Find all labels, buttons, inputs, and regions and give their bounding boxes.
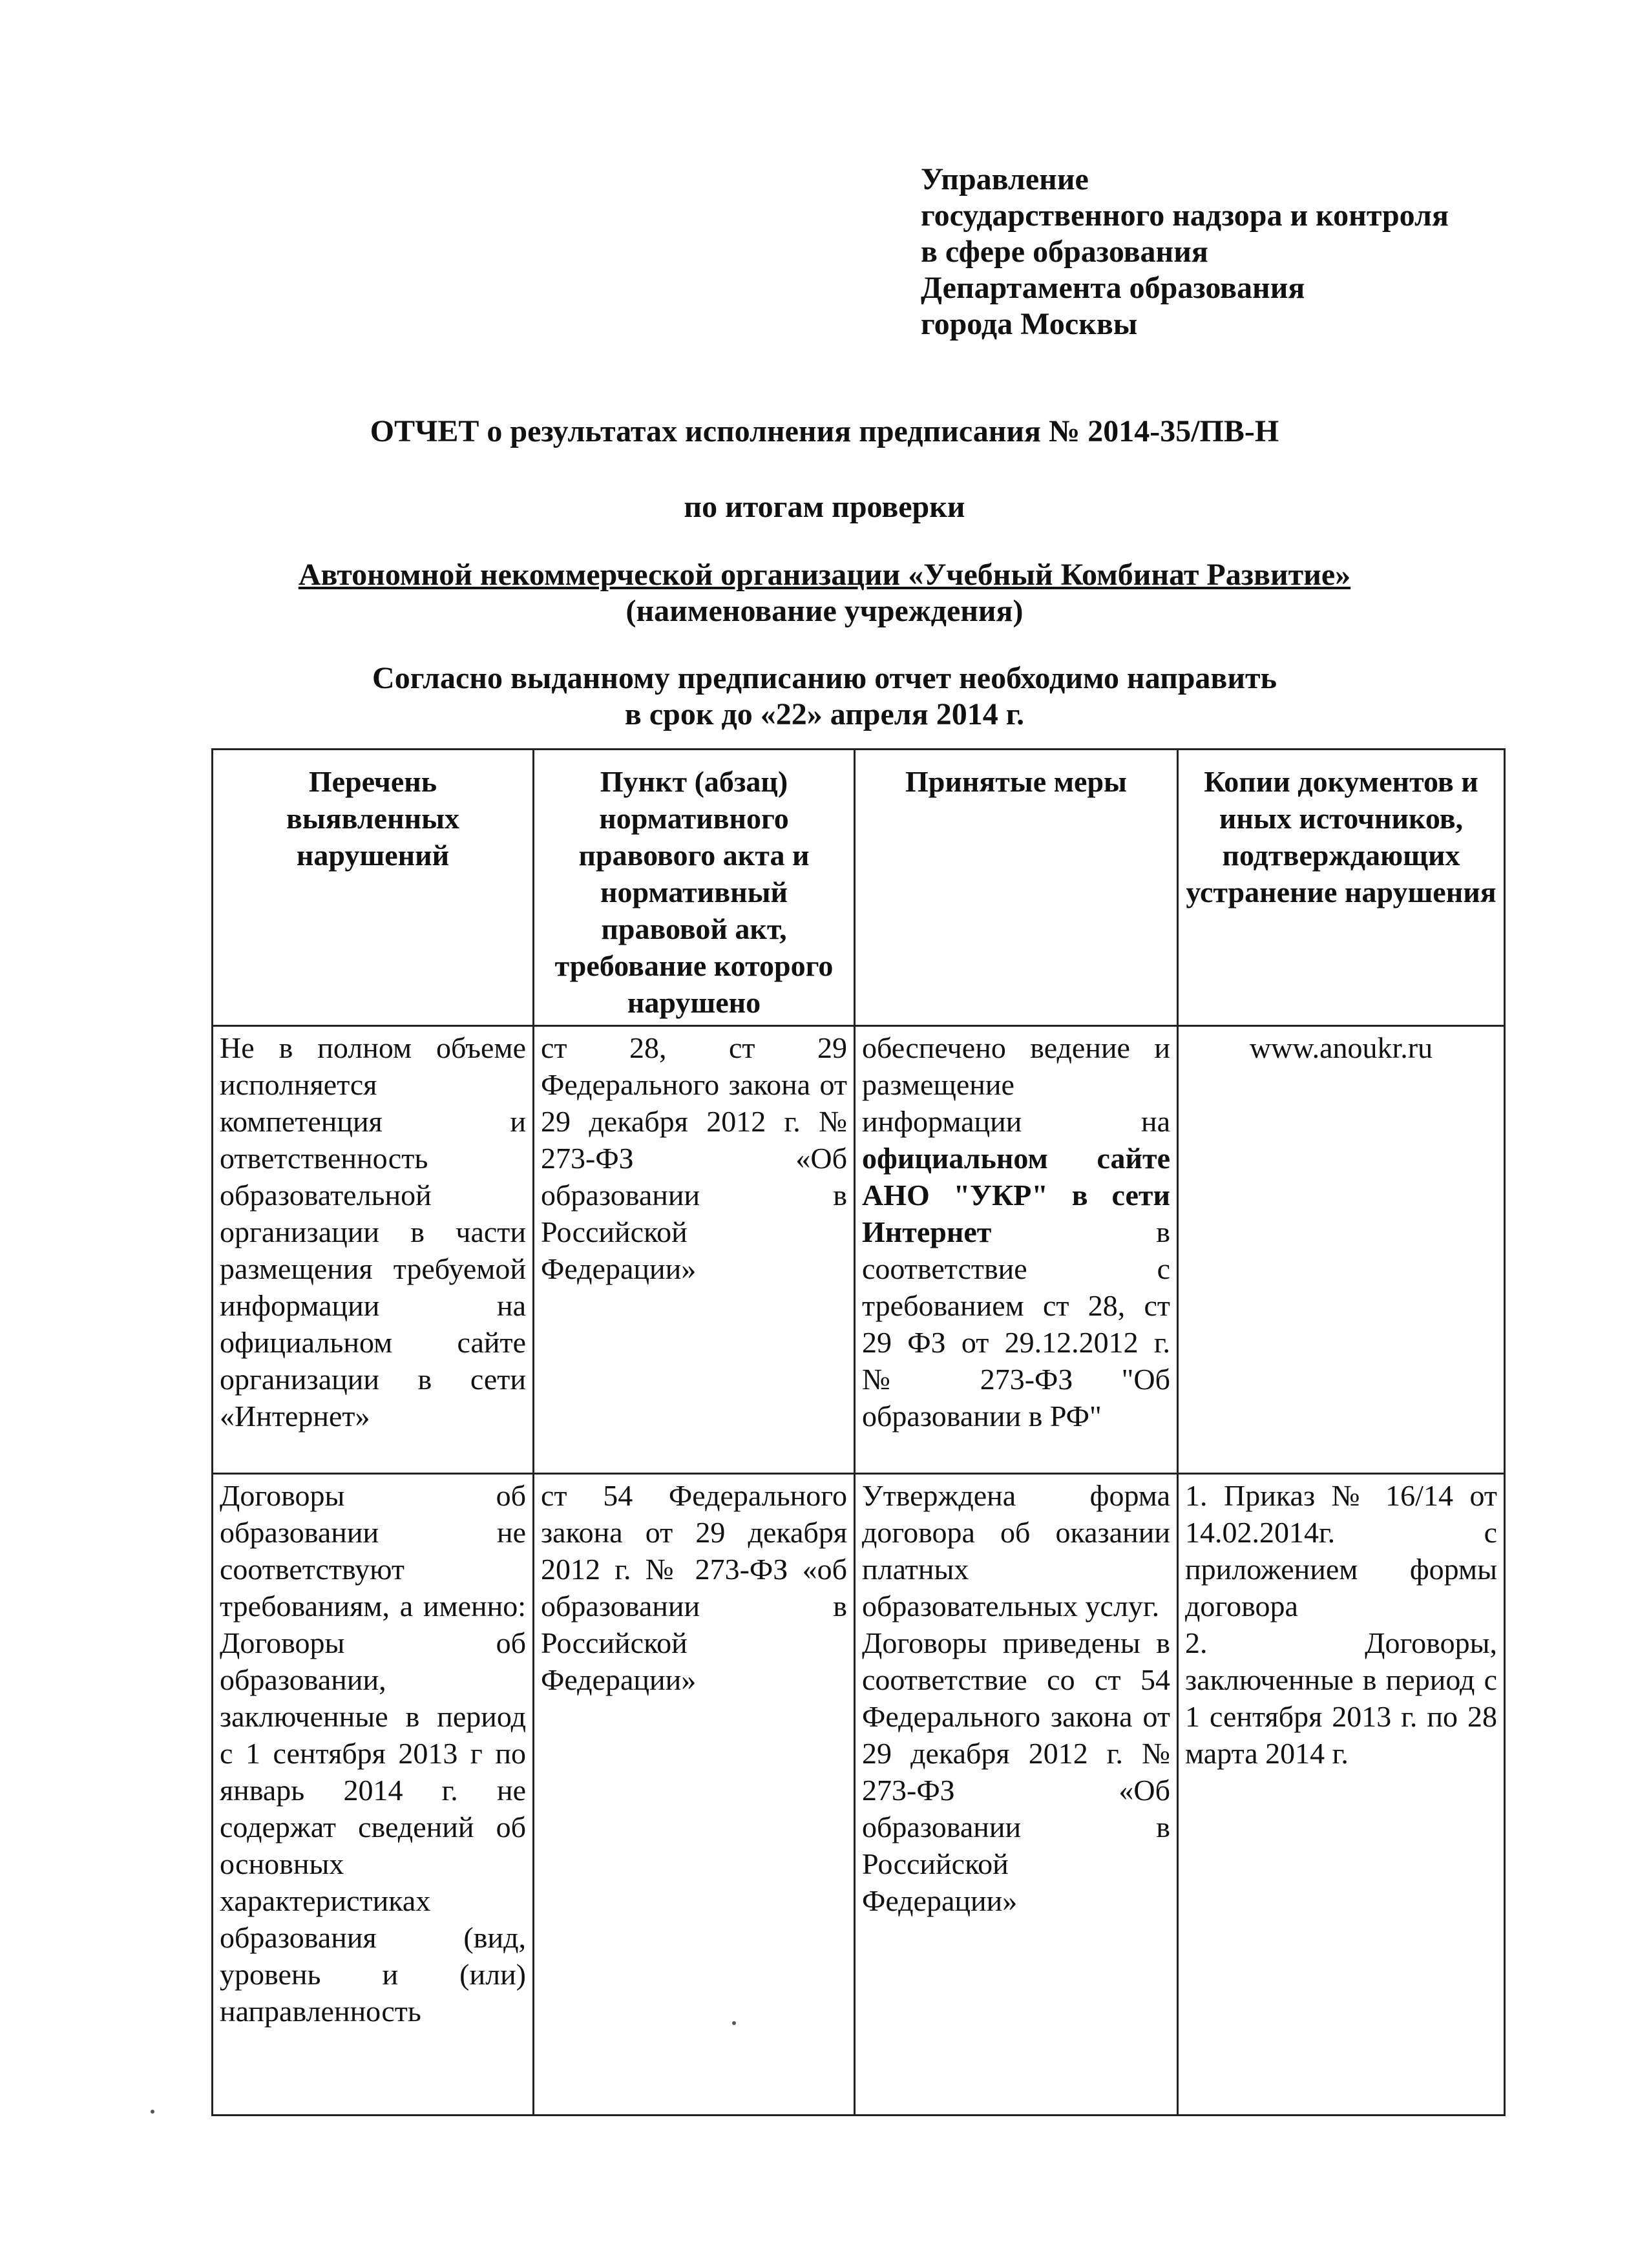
cell-measures (855, 1026, 1178, 1474)
addressee-line: города Москвы (921, 307, 1138, 341)
deadline-line-1: Согласно выданному предписанию отчет необходимо направить (372, 661, 1277, 695)
addressee-block (921, 162, 1449, 342)
measures-text: обеспечено ведение и размещение информации на (862, 1031, 1170, 1138)
cell-violation: Не в полном объеме исполняется компетенция и ответственность образовательной организации в части размещения требуемой информации на официальном сайте организации в сети «Интернет» (213, 1026, 534, 1474)
measures-bold-text: официальном сайте АНО "УКР" в сети Интернет (862, 1142, 1170, 1248)
measures-text-end: в соответствие с требованием ст 28, ст 29 ФЗ от 29.12.2012 г. № 273-ФЗ "Об образовании в РФ" (862, 1215, 1170, 1433)
document-item: 1. Приказ № 16/14 от 14.02.2014г. с приложением формы договора (1185, 1479, 1497, 1622)
header-violations: Перечень выявленных нарушений (213, 750, 534, 1026)
table-row (213, 1474, 1505, 2116)
document-item: 2. Договоры, заключенные в период с 1 сентября 2013 г. по 28 марта 2014 г. (1185, 1626, 1497, 1770)
header-documents: Копии документов и иных источников, подтверждающих устранение нарушения (1178, 750, 1505, 1026)
cell-norm: ст 28, ст 29 Федерального закона от 29 декабря 2012 г. № 273-ФЗ «Об образовании в Российской Федерации» (534, 1026, 855, 1474)
measures-item: Договоры приведены в соответствие со ст 54 Федерального закона от 29 декабря 2012 г. № 273-ФЗ «Об образовании в Российской Федерации» (862, 1626, 1170, 1917)
organization-line (0, 557, 1649, 593)
scan-speck (151, 2110, 154, 2114)
measures-item: Утверждена форма договора об оказании платных образовательных услуг. (862, 1479, 1170, 1622)
deadline-line-2: в срок до «22» апреля 2014 г. (624, 697, 1025, 731)
cell-documents (1178, 1474, 1505, 2116)
addressee-line: государственного надзора и контроля (921, 198, 1449, 233)
organization-caption: (наименование учреждения) (625, 594, 1024, 628)
table-header-row (213, 750, 1505, 1026)
addressee-line: в сфере образования (921, 235, 1208, 269)
header-norm: Пункт (абзац) нормативного правового акта и нормативный правовой акт, требование которого нарушено (534, 750, 855, 1026)
cell-documents: www.anoukr.ru (1178, 1026, 1505, 1474)
addressee-line: Департамента образования (921, 271, 1305, 305)
report-title: ОТЧЕТ о результатах исполнения предписания № 2014-35/ПВ-Н (370, 414, 1279, 448)
header-measures: Принятые меры (855, 750, 1178, 1026)
addressee-line: Управление (921, 162, 1089, 196)
cell-norm: ст 54 Федерального закона от 29 декабря 2012 г. № 273-ФЗ «об образовании в Российской Федерации» (534, 1474, 855, 2116)
report-table (211, 748, 1506, 2116)
cell-violation: Договоры об образовании не соответствуют требованиям, а именно: Договоры об образовании, заключенные в период с 1 сентября 2013 г по январь 2014 г. не содержат сведений об основных характеристиках образования (вид, уровень и (или) направленность (213, 1474, 534, 2116)
scan-speck (732, 2021, 736, 2025)
organization-name: Автономной некоммерческой организации «Учебный Комбинат Развитие» (298, 558, 1351, 592)
cell-measures (855, 1474, 1178, 2116)
table-row (213, 1026, 1505, 1474)
report-subtitle: по итогам проверки (684, 490, 965, 524)
